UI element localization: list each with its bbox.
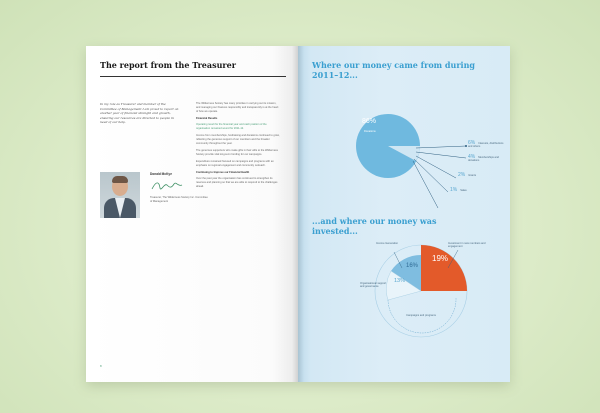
page-number: 8 (100, 364, 102, 368)
brochure-spread (86, 46, 510, 382)
right-page (298, 46, 510, 382)
section-heading: Financial Results (196, 117, 218, 120)
body-paragraph: The Wilderness Society has many priorities in carrying out its mission, and managing our finances responsibly and transparently is at the heart of how we operate. (196, 102, 279, 113)
income-main-label: Donations (364, 130, 376, 133)
expense-title: ...and where our money was invested... (312, 216, 437, 236)
income-main-value: 86% (362, 118, 377, 125)
expense-label: Income Generation (376, 242, 399, 245)
treasurer-photo (100, 172, 140, 218)
expense-label: Investment in new members and engagement (448, 242, 486, 249)
signature-icon (150, 179, 184, 193)
treasurer-name: Donald McKye (150, 172, 172, 176)
expense-label: Organisational support and governance (360, 282, 387, 289)
body-column (196, 102, 280, 192)
income-item-value: 6% (468, 140, 476, 146)
body-paragraph: Over the past year the organisation has continued to strengthen its reserves and planning so that we are able to respond to the challenges ahead. (196, 177, 278, 188)
income-item-value: 1% (450, 187, 458, 193)
body-paragraph: Operating result for the financial year and cash position of the organisation remained sound for 2011-12. (196, 123, 267, 130)
body-paragraph: Income from memberships, fundraising and donations continued to grow, reflecting the generous support of our members and the broader community throughout the year. (196, 134, 280, 145)
income-item (468, 142, 508, 149)
expense-segment-19 (421, 245, 467, 291)
body-paragraph: Expenditure remained focused on campaigns and programs with an emphasis on regional engagement and community outreach. (196, 160, 274, 167)
title-rule (100, 76, 286, 77)
expense-value-16: 16% (406, 263, 419, 269)
income-item-label: Interests, distributions and others (468, 142, 504, 149)
expense-value-13: 13% (394, 278, 406, 284)
page-gutter (292, 46, 304, 382)
page-title: The report from the Treasurer (100, 60, 236, 70)
income-item (450, 189, 494, 192)
income-item-value: 2% (458, 172, 466, 178)
body-paragraph: The generous supporters who make gifts in their wills to the Wilderness Society provide vital long-term funding for our campaigns. (196, 149, 278, 156)
income-item-value: 4% (468, 154, 476, 160)
income-item-label: Grants (468, 174, 477, 177)
income-item-label: Memberships and donations (468, 156, 499, 163)
treasurer-role: Treasurer, The Wilderness Society Inc. Committee of Management (150, 196, 208, 203)
intro-paragraph: In my role as Treasurer and member of the Committee of Management I am proud to report on another year of financial strength and growth, ensuring our resources are directed to people in need of our help. (100, 102, 179, 125)
infographic-canvas (298, 46, 510, 382)
section-heading: Continuing to Improve our Financial Health (196, 171, 250, 174)
income-item (458, 174, 502, 177)
expense-centre-label: Campaigns and programs (406, 314, 436, 317)
expense-value-19: 19% (432, 254, 449, 263)
income-title: Where our money came from during 2011–12... (312, 60, 475, 80)
left-page (86, 46, 298, 382)
income-item-label: Sales (460, 189, 467, 192)
income-item (468, 156, 508, 163)
